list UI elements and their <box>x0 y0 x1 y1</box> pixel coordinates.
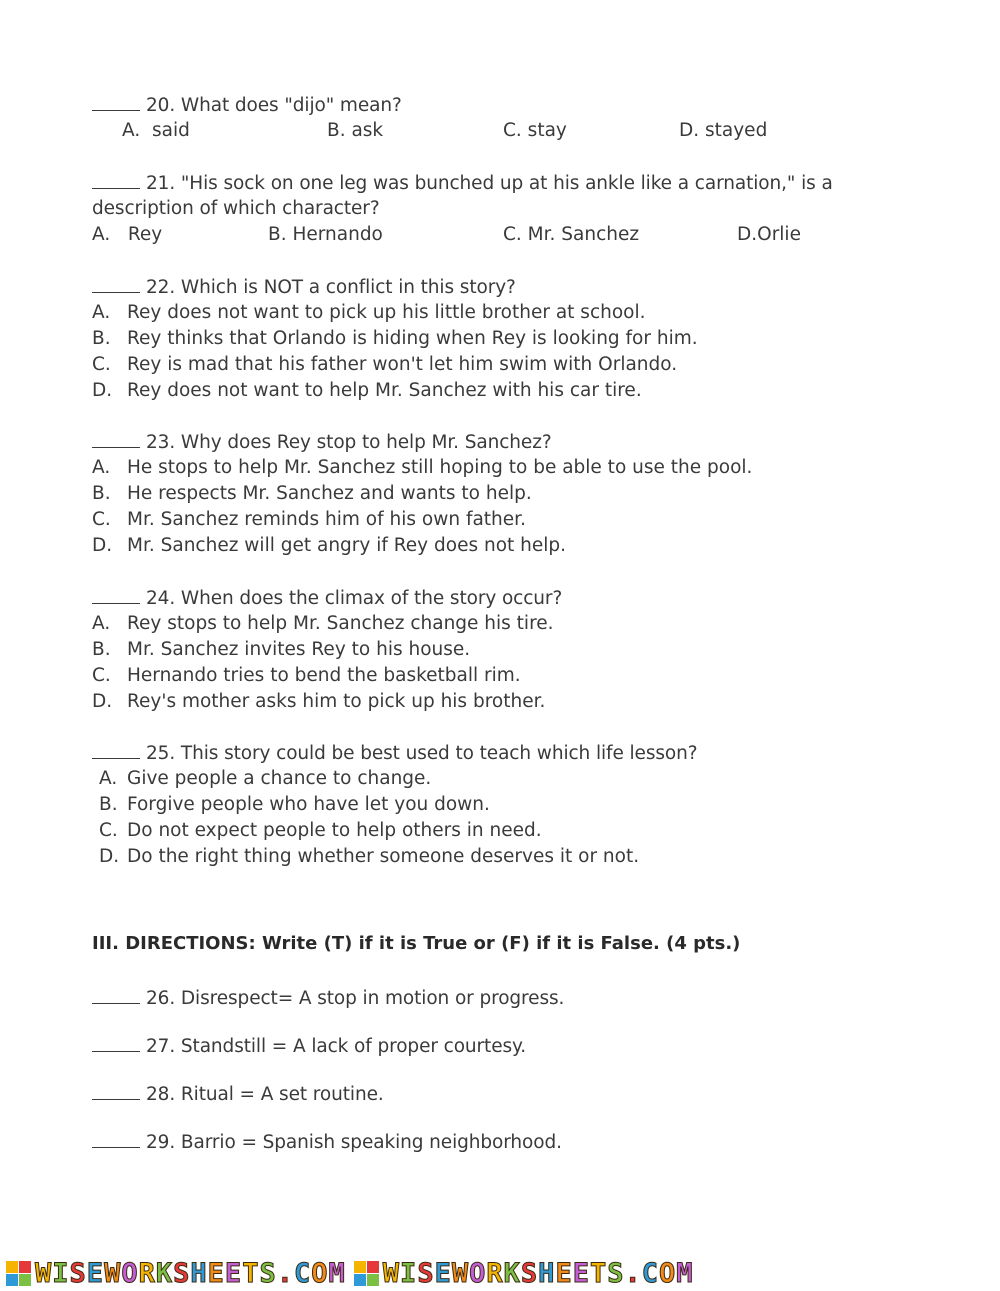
option-letter: B. <box>92 483 111 504</box>
option-text: Rey's mother asks him to pick up his brother. <box>127 691 546 712</box>
true-false-item-28 <box>92 1081 384 1108</box>
answer-blank[interactable] <box>92 429 140 448</box>
question-22 <box>92 274 516 301</box>
option-c: C. Mr. Sanchez <box>503 224 640 245</box>
question-stem: 24. When does the climax of the story occur? <box>146 588 563 609</box>
answer-blank[interactable] <box>92 274 140 293</box>
option-letter: B. <box>99 794 118 815</box>
option-letter: A. <box>92 457 111 478</box>
option-text: Do not expect people to help others in need. <box>127 820 542 841</box>
option-text: Rey does not want to help Mr. Sanchez with his car tire. <box>127 380 642 401</box>
question-stem: 20. What does "dijo" mean? <box>146 95 402 116</box>
option-text: Mr. Sanchez will get angry if Rey does not help. <box>127 535 567 556</box>
option-text: He stops to help Mr. Sanchez still hoping to be able to use the pool. <box>127 457 753 478</box>
answer-blank[interactable] <box>92 92 140 111</box>
question-20 <box>92 92 402 119</box>
question-stem: 21. "His sock on one leg was bunched up at his ankle like a carnation," is a <box>146 173 833 194</box>
option-d: D.Orlie <box>737 224 801 245</box>
option-text: Rey thinks that Orlando is hiding when Rey is looking for him. <box>127 328 698 349</box>
option-a <box>122 118 190 144</box>
answer-blank[interactable] <box>92 740 140 759</box>
option-text: Mr. Sanchez invites Rey to his house. <box>127 639 471 660</box>
option-a <box>92 222 162 248</box>
question-21 <box>92 170 833 197</box>
answer-blank[interactable] <box>92 1129 140 1148</box>
true-false-item-26 <box>92 985 564 1012</box>
option-text: said <box>151 120 190 141</box>
true-false-item-29 <box>92 1129 562 1156</box>
option-letter: C. <box>92 354 111 375</box>
answer-blank[interactable] <box>92 985 140 1004</box>
option-letter: A. <box>92 302 111 323</box>
logo-icon <box>6 1261 31 1286</box>
item-text: 26. Disrespect= A stop in motion or progress. <box>146 988 565 1009</box>
question-stem: 22. Which is NOT a conflict in this story? <box>146 277 516 298</box>
footer-watermark <box>0 1255 1000 1291</box>
option-b: B. Hernando <box>268 224 383 245</box>
option-d: D. stayed <box>679 120 768 141</box>
answer-blank[interactable] <box>92 585 140 604</box>
question-21-continuation: description of which character? <box>92 198 380 219</box>
option-letter: A. <box>99 768 118 789</box>
answer-blank[interactable] <box>92 1033 140 1052</box>
option-letter: D. <box>92 380 113 401</box>
option-letter: A. <box>92 224 111 245</box>
question-25 <box>92 740 697 767</box>
option-text: Rey is mad that his father won't let him swim with Orlando. <box>127 354 678 375</box>
logo-icon <box>354 1261 379 1286</box>
option-letter: B. <box>92 328 111 349</box>
option-letter: C. <box>92 665 111 686</box>
option-text: Hernando tries to bend the basketball rim. <box>127 665 521 686</box>
item-text: 27. Standstill = A lack of proper courtesy. <box>146 1036 527 1057</box>
option-text: Rey <box>127 224 163 245</box>
option-text: Forgive people who have let you down. <box>127 794 490 815</box>
answer-blank[interactable] <box>92 170 140 189</box>
item-text: 28. Ritual = A set routine. <box>146 1084 384 1105</box>
option-letter: D. <box>92 691 113 712</box>
option-letter: C. <box>92 509 111 530</box>
option-text: Give people a chance to change. <box>127 768 432 789</box>
option-text: Mr. Sanchez reminds him of his own father. <box>127 509 526 530</box>
option-letter: A. <box>122 120 141 141</box>
brand-logo-repeat <box>354 1258 694 1289</box>
question-24 <box>92 585 562 612</box>
question-stem: 23. Why does Rey stop to help Mr. Sanchez? <box>146 432 552 453</box>
section-3-heading: III. DIRECTIONS: Write (T) if it is True or (F) if it is False. (4 pts.) <box>92 933 741 954</box>
option-letter: C. <box>99 820 118 841</box>
option-letter: A. <box>92 613 111 634</box>
option-text: Rey does not want to pick up his little brother at school. <box>127 302 646 323</box>
option-letter: D. <box>99 846 120 867</box>
option-text: Do the right thing whether someone deserves it or not. <box>127 846 640 867</box>
answer-blank[interactable] <box>92 1081 140 1100</box>
question-stem: 25. This story could be best used to teach which life lesson? <box>146 743 698 764</box>
brand-logo <box>6 1258 346 1289</box>
option-letter: B. <box>92 639 111 660</box>
option-letter: D. <box>92 535 113 556</box>
item-text: 29. Barrio = Spanish speaking neighborhood. <box>146 1132 562 1153</box>
brand-text: WISEWORKSHEETS.COM <box>382 1257 694 1289</box>
true-false-item-27 <box>92 1033 526 1060</box>
option-text: He respects Mr. Sanchez and wants to help. <box>127 483 532 504</box>
option-b: B. ask <box>327 120 384 141</box>
option-c: C. stay <box>503 120 567 141</box>
brand-text: WISEWORKSHEETS.COM <box>35 1257 346 1289</box>
option-text: Rey stops to help Mr. Sanchez change his tire. <box>127 613 554 634</box>
question-23 <box>92 429 552 456</box>
